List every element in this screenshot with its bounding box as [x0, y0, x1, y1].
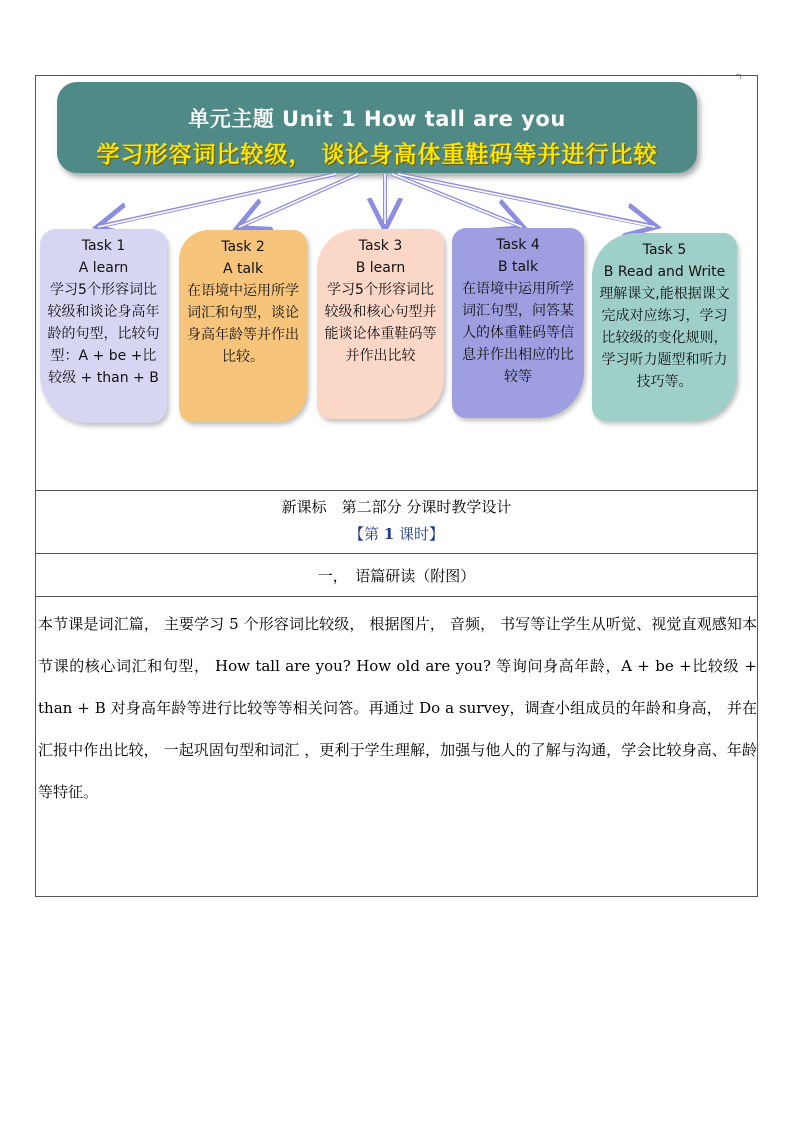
- document-table: [35, 75, 758, 897]
- connector-arrows: [36, 76, 759, 236]
- banner-title: 单元主题 Unit 1 How tall are you: [188, 107, 566, 131]
- lesson-num: 1: [383, 525, 395, 543]
- task-card-2: [179, 230, 307, 422]
- task-description: 学习5个形容词比较级和核心句型并能谈论体重鞋码等并作出比较: [324, 282, 437, 364]
- task-description: 理解课文,能根据课文完成对应练习，学习比较级的变化规则，学习听力题型和听力技巧等。: [599, 286, 730, 390]
- task-card-4: [452, 228, 584, 418]
- subsection-title: 一， 语篇研读（附图）: [317, 567, 476, 585]
- body-paragraph: 本节课是词汇篇， 主要学习 5 个形容词比较级， 根据图片， 音频， 书写等让学生从听觉、视觉直观感知本节课的核心词汇和句型， How tall are you? How old are you? 等询问身高年龄，A + be +比较级 + than + B 对身高年龄等进行比较等等相关问答。再通过 Do a survey，调查小组成员的年龄和身高， 并在汇报中作出比较， 一起巩固句型和词汇 ，更利于学生理解，加强与他人的了解与沟通，学会比较身高、年龄等特征。: [38, 615, 757, 801]
- task-subtitle: A learn: [78, 260, 129, 276]
- table-divider: [36, 490, 757, 491]
- task-description: 在语境中运用所学词汇和句型，谈论身高年龄等并作出比较。: [187, 283, 299, 365]
- task-title: Task 5: [642, 242, 687, 258]
- task-subtitle: A talk: [222, 261, 264, 277]
- task-card-3: [317, 229, 444, 419]
- lesson-open: 【第: [348, 525, 379, 543]
- section-title: 新课标 第二部分 分课时教学设计: [281, 498, 512, 516]
- table-divider: [36, 553, 757, 554]
- task-title: Task 3: [358, 238, 403, 254]
- task-description: 在语境中运用所学词汇句型，问答某人的体重鞋码等信息并作出相应的比较等: [462, 281, 574, 385]
- task-card-5: [592, 233, 737, 421]
- lesson-number: [36, 523, 757, 544]
- task-subtitle: B Read and Write: [603, 264, 726, 280]
- task-title: Task 2: [221, 239, 265, 255]
- task-title: Task 1: [81, 238, 126, 254]
- banner-subtitle: 学习形容词比较级， 谈论身高体重鞋码等并进行比较: [96, 142, 658, 168]
- task-card-1: [40, 229, 167, 423]
- task-description: 学习5个形容词比较级和谈论身高年龄的句型，比较句型：A + be +比较级 + than + B: [47, 282, 160, 386]
- task-subtitle: B learn: [355, 260, 406, 276]
- lesson-close: 课时】: [399, 525, 445, 543]
- task-subtitle: B talk: [497, 259, 539, 275]
- table-divider: [36, 596, 757, 597]
- task-title: Task 4: [496, 237, 540, 253]
